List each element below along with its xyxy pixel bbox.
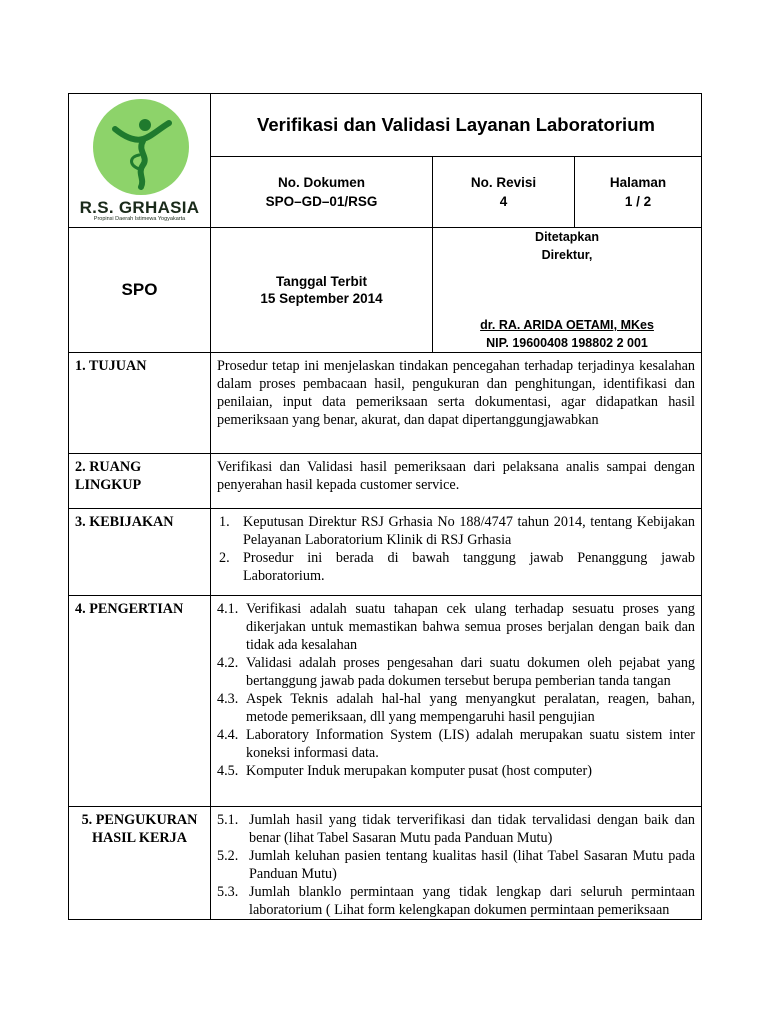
terbit-cell [211, 228, 433, 353]
spo-label: SPO [121, 280, 158, 299]
section-list [211, 509, 702, 596]
ditetapkan-label: Ditetapkan [535, 230, 599, 244]
section-label: 3. KEBIJAKAN [69, 509, 211, 596]
doc-number-label: No. Dokumen [277, 175, 365, 190]
item-number: 4.1. [217, 601, 239, 617]
spo-row [69, 228, 702, 353]
document-title: Verifikasi dan Validasi Layanan Laboratorium [257, 114, 655, 135]
item-text: Validasi adalah proses pengesahan dari suatu dokumen oleh pejabat yang bertanggung jawab pada dokumen tersebut berupa pemberian tanda tangan [246, 655, 696, 689]
item-number: 4.2. [217, 655, 239, 671]
list-item [217, 847, 695, 883]
signer-name: dr. RA. ARIDA OETAMI, MKes [480, 318, 654, 332]
item-text: Jumlah blanklo permintaan yang tidak lengkap dari seluruh permintaan laboratorium ( Lihat form kelengkapan dokumen permintaan pemeriksaan [249, 884, 696, 918]
direktur-label: Direktur, [541, 248, 593, 262]
signer-nip: NIP. 19600408 198802 2 001 [486, 336, 648, 350]
item-text: Jumlah keluhan pasien tentang kualitas hasil (lihat Tabel Sasaran Mutu pada Panduan Mutu) [249, 848, 696, 882]
item-text: Laboratory Information System (LIS) adalah merupakan suatu sistem inter koneksi informasi data. [246, 727, 696, 761]
list-item [217, 654, 695, 690]
item-number: 1. [219, 514, 230, 530]
list-item [219, 549, 695, 585]
header-row [69, 94, 702, 228]
spo-cell [69, 228, 211, 353]
section-label-line: LINGKUP [75, 477, 142, 493]
list-item [217, 883, 695, 919]
section-label: 1. TUJUAN [69, 353, 211, 454]
section-label: 4. PENGERTIAN [69, 596, 211, 807]
section-list [211, 596, 702, 807]
list-item [217, 811, 695, 847]
revision-cell [433, 157, 575, 227]
item-text: Prosedur ini berada di bawah tanggung jawab Penanggung jawab Laboratorium. [243, 550, 696, 584]
section-label [69, 807, 211, 920]
item-number: 5.1. [217, 812, 239, 828]
item-number: 4.3. [217, 691, 239, 707]
page-cell [575, 157, 701, 227]
section-pengukuran [69, 807, 702, 920]
logo-cell [69, 94, 211, 228]
logo-subtitle: Propinsi Daerah Istimewa Yogyakarta [93, 216, 186, 222]
terbit-label: Tanggal Terbit [276, 274, 367, 289]
item-number: 5.2. [217, 848, 239, 864]
section-text: Verifikasi dan Validasi hasil pemeriksaan dari pelaksana analis sampai dengan penyerahan hasil kepada customer service. [211, 454, 702, 509]
list-item [217, 600, 695, 654]
logo-name: R.S. GRHASIA [79, 198, 200, 217]
hospital-logo [69, 94, 210, 226]
item-text: Keputusan Direktur RSJ Grhasia No 188/4747 tahun 2014, tentang Kebijakan Pelayanan Laboratorium Klinik di RSJ Grhasia [243, 514, 696, 548]
revision-label: No. Revisi [470, 175, 537, 190]
section-tujuan [69, 353, 702, 454]
section-label-line: HASIL KERJA [91, 830, 187, 846]
section-pengertian [69, 596, 702, 807]
meta-row [211, 156, 701, 227]
list-item [217, 762, 695, 780]
terbit-value: 15 September 2014 [260, 291, 383, 306]
section-ruang-lingkup [69, 454, 702, 509]
section-label [69, 454, 211, 509]
list-item [217, 726, 695, 762]
sop-table [68, 93, 702, 920]
section-list [211, 807, 702, 920]
doc-number-value: SPO–GD–01/RSG [265, 194, 378, 209]
title-meta-cell [211, 94, 702, 228]
item-text: Aspek Teknis adalah hal-hal yang menyangkut peralatan, reagen, bahan, metode pemeriksaan, dll yang mempengaruhi hasil pengujian [246, 691, 696, 725]
logo-figure-icon [93, 99, 189, 195]
item-text: Verifikasi adalah suatu tahapan cek ulang terhadap sesuatu proses yang dikerjakan untuk memastikan bahwa semua proses berjalan dengan baik dan tidak ada kesalahan [246, 601, 696, 653]
item-number: 4.5. [217, 763, 239, 779]
sop-document [68, 93, 701, 920]
approval-cell [433, 228, 702, 353]
item-text: Jumlah hasil yang tidak terverifikasi dan tidak tervalidasi dengan baik dan benar (lihat Tabel Sasaran Mutu pada Panduan Mutu) [249, 812, 696, 846]
list-item [217, 690, 695, 726]
section-label-line: 5. PENGUKURAN [81, 812, 198, 828]
page-label: Halaman [609, 175, 667, 190]
section-kebijakan [69, 509, 702, 596]
item-number: 4.4. [217, 727, 239, 743]
item-number: 5.3. [217, 884, 239, 900]
list-item [219, 513, 695, 549]
revision-value: 4 [499, 194, 508, 209]
item-text: Komputer Induk merupakan komputer pusat (host computer) [246, 763, 592, 779]
section-text: Prosedur tetap ini menjelaskan tindakan pencegahan terhadap terjadinya kesalahan dalam proses pembacaan hasil, pengukuran dan penghitungan, identifikasi dan penilaian, input data pemeriksaan serta dokumentasi, agar didapatkan hasil pemeriksaan yang benar, akurat, dan dapat dipertanggungjawabkan [211, 353, 702, 454]
page-value: 1 / 2 [624, 194, 652, 209]
item-number: 2. [219, 550, 230, 566]
section-label-line: 2. RUANG [75, 459, 142, 475]
doc-number-cell [211, 157, 433, 227]
